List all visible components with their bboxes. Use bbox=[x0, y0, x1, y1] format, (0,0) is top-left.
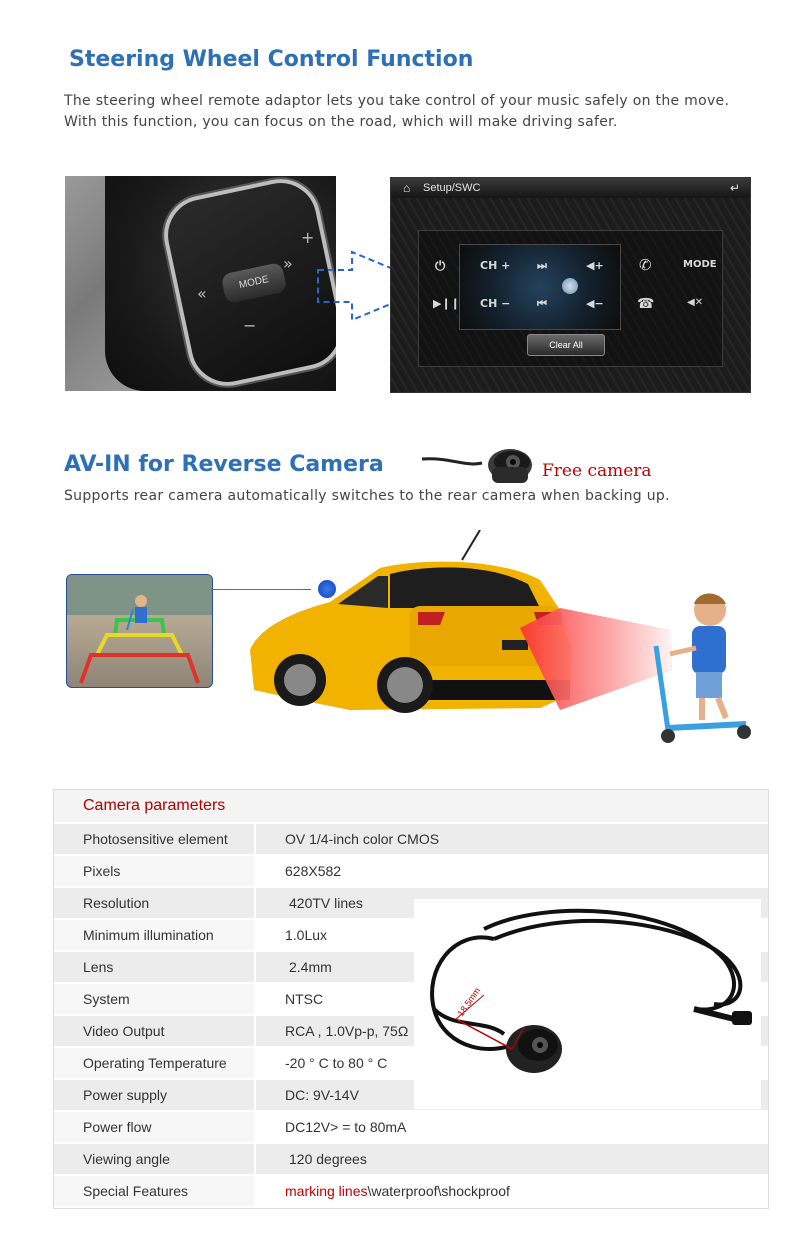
param-label: Video Output bbox=[54, 1016, 254, 1046]
param-label: Operating Temperature bbox=[54, 1048, 254, 1078]
volume-up-icon: ◀+ bbox=[586, 259, 604, 272]
swc-desc-line1: The steering wheel remote adaptor lets you take control of your music safely on the move. bbox=[64, 93, 730, 109]
param-value: DC12V> = to 80mA bbox=[285, 1119, 407, 1135]
swc-settings-screen bbox=[390, 177, 751, 393]
camera-icon bbox=[420, 445, 540, 487]
wheel-plus-icon: + bbox=[301, 228, 315, 247]
phone-answer-icon: ✆ bbox=[639, 256, 652, 274]
param-value: RCA , 1.0Vp-p, 75Ω bbox=[285, 1023, 409, 1039]
ch-plus-button: CH + bbox=[480, 259, 511, 272]
play-pause-icon: ▶❙❙ bbox=[433, 297, 460, 310]
param-value: NTSC bbox=[285, 991, 324, 1007]
avin-desc: Supports rear camera automatically switches to the rear camera when backing up. bbox=[64, 488, 670, 504]
param-label: Pixels bbox=[54, 856, 254, 886]
next-track-icon: ⏭ bbox=[537, 259, 547, 272]
param-value-highlight: marking lines bbox=[285, 1183, 368, 1199]
table-title: Camera parameters bbox=[83, 797, 226, 814]
prev-track-icon: ⏮ bbox=[537, 297, 547, 310]
param-value: 120 degrees bbox=[289, 1151, 367, 1167]
swc-title: Steering Wheel Control Function bbox=[69, 47, 474, 72]
param-value: 420TV lines bbox=[289, 895, 363, 911]
table-row bbox=[54, 824, 768, 856]
dimension-label: 18.5mm bbox=[455, 985, 483, 1019]
swc-title-bar bbox=[391, 178, 750, 198]
swc-desc-line2: With this function, you can focus on the road, which will make driving safer. bbox=[64, 114, 618, 130]
param-label: Photosensitive element bbox=[54, 824, 254, 854]
power-icon: ⏻ bbox=[435, 259, 446, 274]
swc-screen-title: Setup/SWC bbox=[423, 182, 481, 194]
swc-selector-dot bbox=[562, 278, 578, 294]
phone-hangup-icon: ☎ bbox=[637, 296, 655, 312]
avin-title: AV-IN for Reverse Camera bbox=[64, 452, 384, 477]
free-camera-label: Free camera bbox=[542, 461, 652, 481]
table-row bbox=[54, 1176, 768, 1208]
table-header bbox=[54, 790, 768, 822]
wheel-next-icon: » bbox=[283, 254, 293, 273]
steering-wheel-photo bbox=[65, 176, 336, 391]
mute-icon: ◀✕ bbox=[687, 297, 704, 308]
param-value: -20 ° C to 80 ° C bbox=[285, 1055, 388, 1071]
param-value: 2.4mm bbox=[289, 959, 332, 975]
param-label: Lens bbox=[54, 952, 254, 982]
mode-button: MODE bbox=[683, 259, 717, 270]
param-label: Special Features bbox=[54, 1176, 254, 1206]
child-scooter-image bbox=[520, 590, 760, 750]
param-value bbox=[285, 1176, 510, 1206]
table-row bbox=[54, 1144, 768, 1176]
param-label: Power supply bbox=[54, 1080, 254, 1110]
volume-down-icon: ◀− bbox=[586, 297, 604, 310]
param-label: Power flow bbox=[54, 1112, 254, 1142]
wheel-minus-icon: − bbox=[243, 316, 257, 335]
param-label: System bbox=[54, 984, 254, 1014]
param-label: Viewing angle bbox=[54, 1144, 254, 1174]
param-value: 628X582 bbox=[285, 863, 342, 879]
param-value: OV 1/4-inch color CMOS bbox=[285, 831, 440, 847]
home-icon: ⌂ bbox=[403, 181, 411, 195]
param-label: Resolution bbox=[54, 888, 254, 918]
clear-all-button: Clear All bbox=[527, 334, 605, 356]
param-label: Minimum illumination bbox=[54, 920, 254, 950]
swc-inner-panel bbox=[459, 244, 621, 330]
rear-view-display bbox=[66, 574, 213, 688]
ch-minus-button: CH − bbox=[480, 297, 511, 310]
back-icon: ↵ bbox=[729, 181, 740, 195]
reverse-camera-photo bbox=[414, 899, 761, 1109]
table-row bbox=[54, 856, 768, 888]
param-value-rest: \waterproof\shockproof bbox=[367, 1183, 510, 1199]
param-value: 1.0Lux bbox=[285, 927, 328, 943]
wheel-prev-icon: « bbox=[197, 284, 207, 303]
param-value: DC: 9V-14V bbox=[285, 1087, 359, 1103]
table-row bbox=[54, 1112, 768, 1144]
wheel-mode-button: MODE bbox=[221, 262, 288, 304]
